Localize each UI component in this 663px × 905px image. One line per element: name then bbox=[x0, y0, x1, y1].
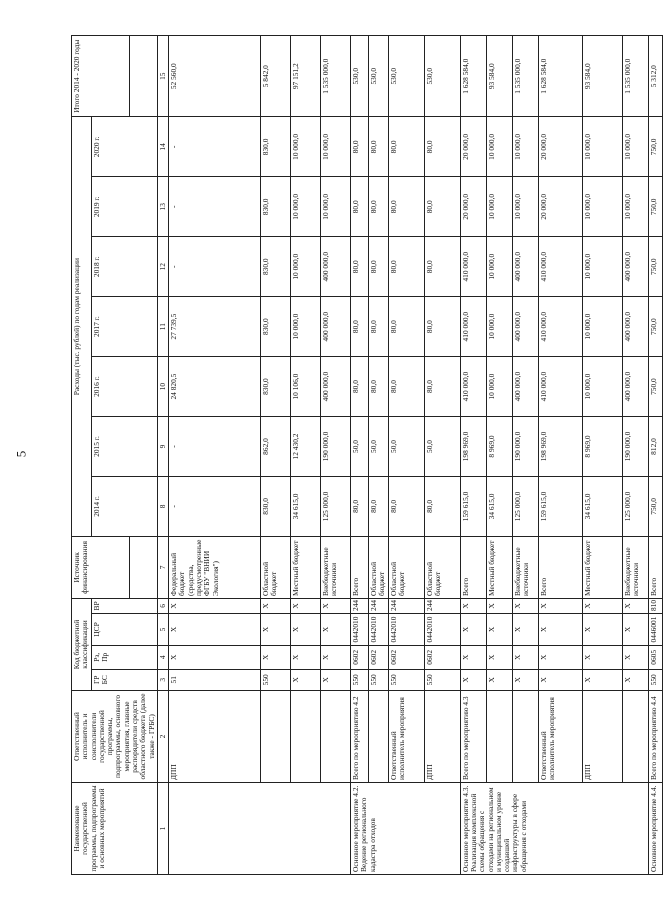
header-year-2016: 2016 г. bbox=[91, 357, 157, 417]
rzpr-cell: Х bbox=[261, 646, 291, 670]
year-value-cell: 80,0 bbox=[388, 357, 424, 417]
year-value-cell: 10 000,0 bbox=[486, 357, 512, 417]
table-row bbox=[291, 36, 321, 875]
grbs-cell: 550 bbox=[648, 669, 662, 690]
year-value-cell: 410 000,0 bbox=[538, 237, 582, 297]
source-cell: Внебюджетные источники bbox=[622, 536, 648, 598]
table-row bbox=[424, 36, 460, 875]
csr-cell: Х bbox=[486, 613, 512, 645]
csr-cell: 0442010 bbox=[351, 613, 369, 645]
total-value-cell: 530,0 bbox=[351, 36, 369, 117]
year-value-cell: 10 000,0 bbox=[291, 117, 321, 177]
grbs-cell: 51 bbox=[169, 669, 261, 690]
source-cell: Областной бюджет bbox=[369, 536, 389, 598]
year-value-cell: 830,0 bbox=[261, 357, 291, 417]
year-value-cell: 190 000,0 bbox=[512, 417, 538, 477]
vr-cell: Х bbox=[291, 598, 321, 613]
year-value-cell: - bbox=[169, 417, 261, 477]
year-value-cell: 410 000,0 bbox=[538, 297, 582, 357]
year-value-cell: - bbox=[169, 117, 261, 177]
grbs-cell: 550 bbox=[388, 669, 424, 690]
year-value-cell: 80,0 bbox=[424, 476, 460, 536]
column-number: 12 bbox=[157, 237, 168, 297]
column-number: 7 bbox=[157, 536, 168, 598]
source-cell: Местный бюджет bbox=[486, 536, 512, 598]
year-value-cell: 400 000,0 bbox=[512, 357, 538, 417]
vr-cell: 244 bbox=[424, 598, 460, 613]
column-number-row bbox=[157, 36, 168, 875]
vr-cell: Х bbox=[321, 598, 351, 613]
year-value-cell: 830,0 bbox=[261, 237, 291, 297]
total-value-cell: 93 584,0 bbox=[486, 36, 512, 117]
year-value-cell: - bbox=[169, 177, 261, 237]
year-value-cell: 400 000,0 bbox=[321, 297, 351, 357]
program-name-cell: Основное мероприятие 4.4. bbox=[648, 782, 662, 874]
table-row bbox=[648, 36, 662, 875]
year-value-cell: 750,0 bbox=[648, 476, 662, 536]
year-value-cell: 159 615,0 bbox=[538, 476, 582, 536]
csr-cell: 0442010 bbox=[369, 613, 389, 645]
rzpr-cell: Х bbox=[169, 646, 261, 670]
source-cell: Всего bbox=[648, 536, 662, 598]
header-year-2017: 2017 г. bbox=[91, 297, 157, 357]
rzpr-cell: 0602 bbox=[369, 646, 389, 670]
year-value-cell: 812,0 bbox=[648, 417, 662, 477]
year-value-cell: 10 000,0 bbox=[291, 177, 321, 237]
table-row bbox=[388, 36, 424, 875]
total-value-cell: 1 535 000,0 bbox=[512, 36, 538, 117]
table-row bbox=[460, 36, 486, 875]
vr-cell: Х bbox=[169, 598, 261, 613]
year-value-cell: 830,0 bbox=[261, 177, 291, 237]
year-value-cell: 80,0 bbox=[351, 177, 369, 237]
year-value-cell: 80,0 bbox=[424, 177, 460, 237]
total-value-cell: 5 842,0 bbox=[261, 36, 291, 117]
year-value-cell: 20 000,0 bbox=[538, 117, 582, 177]
table-row bbox=[261, 36, 291, 875]
executor-cell bbox=[291, 690, 321, 782]
table-row bbox=[351, 36, 369, 875]
header-total: Итого 2014 - 2020 годы bbox=[72, 36, 130, 117]
header-vr: ВР bbox=[91, 598, 157, 613]
header-year-2020: 2020 г. bbox=[91, 117, 157, 177]
table-row bbox=[538, 36, 582, 875]
source-cell: Местный бюджет bbox=[582, 536, 622, 598]
executor-cell: Ответственный исполнитель мероприятия bbox=[388, 690, 424, 782]
grbs-cell: Х bbox=[538, 669, 582, 690]
source-cell: Всего bbox=[460, 536, 486, 598]
vr-cell: Х bbox=[622, 598, 648, 613]
year-value-cell: - bbox=[169, 476, 261, 536]
csr-cell: 0446001 bbox=[648, 613, 662, 645]
column-number: 2 bbox=[157, 690, 168, 782]
vr-cell: Х bbox=[538, 598, 582, 613]
executor-cell bbox=[512, 690, 538, 782]
grbs-cell: Х bbox=[486, 669, 512, 690]
year-value-cell: 34 615,0 bbox=[582, 476, 622, 536]
csr-cell: Х bbox=[512, 613, 538, 645]
year-value-cell: 20 000,0 bbox=[460, 117, 486, 177]
rotated-table-container bbox=[71, 35, 658, 875]
executor-cell: ДПП bbox=[582, 690, 622, 782]
program-name-cell: Основное мероприятие 4.3. Реализация комплексной схемы обращения с отходами на региональном и муниципальном уровне создавшей инфраструктуры в сфере обращения с отходами bbox=[460, 782, 648, 874]
executor-cell: ДПП bbox=[424, 690, 460, 782]
rzpr-cell: 0602 bbox=[388, 646, 424, 670]
year-value-cell: 80,0 bbox=[369, 177, 389, 237]
executor-cell bbox=[369, 690, 389, 782]
table-row bbox=[486, 36, 512, 875]
header-csr: ЦСР bbox=[91, 613, 157, 645]
year-value-cell: 410 000,0 bbox=[460, 297, 486, 357]
year-value-cell: 750,0 bbox=[648, 177, 662, 237]
grbs-cell: 550 bbox=[424, 669, 460, 690]
year-value-cell: 10 000,0 bbox=[512, 177, 538, 237]
year-value-cell: 10 000,0 bbox=[291, 237, 321, 297]
column-number: 5 bbox=[157, 613, 168, 645]
vr-cell: Х bbox=[261, 598, 291, 613]
program-name-cell: Основное мероприятие 4.2. Ведение регионального кадастра отходов bbox=[351, 782, 461, 874]
total-value-cell: 93 584,0 bbox=[582, 36, 622, 117]
year-value-cell: 750,0 bbox=[648, 117, 662, 177]
year-value-cell: 80,0 bbox=[351, 357, 369, 417]
year-value-cell: 125 000,0 bbox=[512, 476, 538, 536]
year-value-cell: 80,0 bbox=[351, 476, 369, 536]
total-value-cell: 52 560,0 bbox=[169, 36, 261, 117]
column-number: 6 bbox=[157, 598, 168, 613]
column-number: 1 bbox=[157, 782, 168, 874]
column-number: 11 bbox=[157, 297, 168, 357]
table-body bbox=[72, 36, 663, 875]
vr-cell: 244 bbox=[351, 598, 369, 613]
year-value-cell: 34 615,0 bbox=[291, 476, 321, 536]
executor-cell: ДПП bbox=[169, 690, 261, 782]
year-value-cell: 80,0 bbox=[388, 476, 424, 536]
grbs-cell: Х bbox=[582, 669, 622, 690]
year-value-cell: 80,0 bbox=[369, 297, 389, 357]
vr-cell: 244 bbox=[369, 598, 389, 613]
header-budget-code: Код бюджетной классификации bbox=[72, 598, 92, 690]
total-value-cell: 1 535 000,0 bbox=[321, 36, 351, 117]
year-value-cell: 10 000,0 bbox=[582, 237, 622, 297]
year-value-cell: 400 000,0 bbox=[321, 357, 351, 417]
year-value-cell: 80,0 bbox=[424, 297, 460, 357]
year-value-cell: 24 820,5 bbox=[169, 357, 261, 417]
csr-cell: Х bbox=[169, 613, 261, 645]
csr-cell: Х bbox=[460, 613, 486, 645]
source-cell: Всего bbox=[538, 536, 582, 598]
column-number: 13 bbox=[157, 177, 168, 237]
executor-cell bbox=[622, 690, 648, 782]
column-number: 14 bbox=[157, 117, 168, 177]
source-cell: Областной бюджет bbox=[261, 536, 291, 598]
table-row bbox=[622, 36, 648, 875]
executor-cell bbox=[261, 690, 291, 782]
vr-cell: Х bbox=[460, 598, 486, 613]
total-value-cell: 5 312,0 bbox=[648, 36, 662, 117]
column-number: 8 bbox=[157, 476, 168, 536]
year-value-cell: 12 430,2 bbox=[291, 417, 321, 477]
executor-cell: Ответственный исполнитель мероприятия bbox=[538, 690, 582, 782]
year-value-cell: 50,0 bbox=[351, 417, 369, 477]
year-value-cell: 830,0 bbox=[261, 117, 291, 177]
year-value-cell: 8 969,0 bbox=[486, 417, 512, 477]
column-number: 4 bbox=[157, 646, 168, 670]
year-value-cell: 10 000,0 bbox=[582, 297, 622, 357]
total-value-cell: 530,0 bbox=[424, 36, 460, 117]
year-value-cell: 750,0 bbox=[648, 237, 662, 297]
csr-cell: 0442010 bbox=[388, 613, 424, 645]
year-value-cell: 80,0 bbox=[424, 117, 460, 177]
year-value-cell: 125 000,0 bbox=[321, 476, 351, 536]
source-cell: Местный бюджет bbox=[291, 536, 321, 598]
year-value-cell: 10 000,0 bbox=[486, 177, 512, 237]
page-number: 5 bbox=[13, 450, 29, 458]
csr-cell: Х bbox=[582, 613, 622, 645]
total-value-cell: 530,0 bbox=[388, 36, 424, 117]
year-value-cell: 190 000,0 bbox=[622, 417, 648, 477]
year-value-cell: 10 000,0 bbox=[622, 117, 648, 177]
year-value-cell: 10 106,0 bbox=[291, 357, 321, 417]
year-value-cell: 80,0 bbox=[388, 237, 424, 297]
year-value-cell: 410 000,0 bbox=[460, 357, 486, 417]
column-number: 10 bbox=[157, 357, 168, 417]
year-value-cell: 10 000,0 bbox=[321, 117, 351, 177]
csr-cell: Х bbox=[538, 613, 582, 645]
year-value-cell: 80,0 bbox=[388, 117, 424, 177]
year-value-cell: 10 000,0 bbox=[486, 297, 512, 357]
vr-cell: Х bbox=[512, 598, 538, 613]
source-cell: Федеральный бюджет (средства, предусмотренные ФГБУ "ВНИИ Экология") bbox=[169, 536, 261, 598]
vr-cell: Х bbox=[582, 598, 622, 613]
year-value-cell: 750,0 bbox=[648, 357, 662, 417]
column-number: 3 bbox=[157, 669, 168, 690]
year-value-cell: 10 000,0 bbox=[622, 177, 648, 237]
year-value-cell: 80,0 bbox=[369, 476, 389, 536]
year-value-cell: 10 000,0 bbox=[512, 117, 538, 177]
rzpr-cell: Х bbox=[512, 646, 538, 670]
year-value-cell: 10 000,0 bbox=[291, 297, 321, 357]
year-value-cell: - bbox=[169, 237, 261, 297]
header-year-2015: 2015 г. bbox=[91, 417, 157, 477]
total-value-cell: 530,0 bbox=[369, 36, 389, 117]
table-row bbox=[169, 36, 261, 875]
total-value-cell: 1 535 000,0 bbox=[622, 36, 648, 117]
source-cell: Всего bbox=[351, 536, 369, 598]
header-name: Наименование государственной программы, подпрограммы и основных мероприятий bbox=[72, 782, 158, 874]
year-value-cell: 400 000,0 bbox=[512, 237, 538, 297]
year-value-cell: 750,0 bbox=[648, 297, 662, 357]
budget-table bbox=[71, 35, 663, 875]
year-value-cell: 830,0 bbox=[261, 297, 291, 357]
header-rzpr: Рз, Пр bbox=[91, 646, 157, 670]
source-cell: Внебюджетные источники bbox=[321, 536, 351, 598]
vr-cell: 244 bbox=[388, 598, 424, 613]
year-value-cell: 80,0 bbox=[388, 177, 424, 237]
year-value-cell: 400 000,0 bbox=[512, 297, 538, 357]
source-cell: Областной бюджет bbox=[388, 536, 424, 598]
year-value-cell: 198 969,0 bbox=[460, 417, 486, 477]
year-value-cell: 198 969,0 bbox=[538, 417, 582, 477]
table-row bbox=[321, 36, 351, 875]
year-value-cell: 10 000,0 bbox=[582, 177, 622, 237]
table-row bbox=[369, 36, 389, 875]
year-value-cell: 20 000,0 bbox=[460, 177, 486, 237]
executor-cell bbox=[321, 690, 351, 782]
rzpr-cell: 0602 bbox=[424, 646, 460, 670]
rzpr-cell: Х bbox=[622, 646, 648, 670]
executor-cell: Всего по мероприятию 4.2 bbox=[351, 690, 369, 782]
total-value-cell: 1 628 584,0 bbox=[538, 36, 582, 117]
year-value-cell: 80,0 bbox=[351, 297, 369, 357]
vr-cell: Х bbox=[486, 598, 512, 613]
year-value-cell: 80,0 bbox=[424, 357, 460, 417]
year-value-cell: 50,0 bbox=[369, 417, 389, 477]
rzpr-cell: Х bbox=[582, 646, 622, 670]
grbs-cell: Х bbox=[321, 669, 351, 690]
year-value-cell: 830,0 bbox=[261, 476, 291, 536]
grbs-cell: 550 bbox=[369, 669, 389, 690]
header-executor: Ответственный исполнитель и соисполнители государственной программы, подпрограммы, основного мероприятия, главные распорядители средств областного бюджета (далее также - ГРБС) bbox=[72, 690, 158, 782]
year-value-cell: 20 000,0 bbox=[538, 177, 582, 237]
vr-cell: 810 bbox=[648, 598, 662, 613]
year-value-cell: 80,0 bbox=[424, 237, 460, 297]
year-value-cell: 10 000,0 bbox=[321, 177, 351, 237]
year-value-cell: 400 000,0 bbox=[622, 357, 648, 417]
grbs-cell: Х bbox=[460, 669, 486, 690]
year-value-cell: 10 000,0 bbox=[582, 117, 622, 177]
year-value-cell: 159 615,0 bbox=[460, 476, 486, 536]
rzpr-cell: Х bbox=[460, 646, 486, 670]
header-grbs: ГР БС bbox=[91, 669, 157, 690]
year-value-cell: 80,0 bbox=[369, 357, 389, 417]
csr-cell: Х bbox=[261, 613, 291, 645]
grbs-cell: 550 bbox=[261, 669, 291, 690]
rzpr-cell: Х bbox=[538, 646, 582, 670]
rzpr-cell: Х bbox=[291, 646, 321, 670]
year-value-cell: 125 000,0 bbox=[622, 476, 648, 536]
year-value-cell: 190 000,0 bbox=[321, 417, 351, 477]
total-value-cell: 1 628 584,0 bbox=[460, 36, 486, 117]
year-value-cell: 400 000,0 bbox=[622, 237, 648, 297]
executor-cell: Всего по мероприятию 4.3 bbox=[460, 690, 486, 782]
rzpr-cell: Х bbox=[321, 646, 351, 670]
year-value-cell: 8 969,0 bbox=[582, 417, 622, 477]
year-value-cell: 862,0 bbox=[261, 417, 291, 477]
year-value-cell: 80,0 bbox=[369, 117, 389, 177]
rzpr-cell: Х bbox=[486, 646, 512, 670]
rzpr-cell: 0602 bbox=[351, 646, 369, 670]
year-value-cell: 27 739,5 bbox=[169, 297, 261, 357]
source-cell: Областной бюджет bbox=[424, 536, 460, 598]
year-value-cell: 50,0 bbox=[424, 417, 460, 477]
source-cell: Внебюджетные источники bbox=[512, 536, 538, 598]
year-value-cell: 400 000,0 bbox=[321, 237, 351, 297]
grbs-cell: Х bbox=[622, 669, 648, 690]
grbs-cell: Х bbox=[512, 669, 538, 690]
header-year-2014: 2014 г. bbox=[91, 476, 157, 536]
year-value-cell: 10 000,0 bbox=[486, 117, 512, 177]
year-value-cell: 10 000,0 bbox=[582, 357, 622, 417]
column-number: 15 bbox=[157, 36, 168, 117]
csr-cell: Х bbox=[291, 613, 321, 645]
header-year-2019: 2019 г. bbox=[91, 177, 157, 237]
header-source: Источник финансирования bbox=[72, 536, 130, 598]
year-value-cell: 10 000,0 bbox=[486, 237, 512, 297]
csr-cell: Х bbox=[321, 613, 351, 645]
table-row bbox=[582, 36, 622, 875]
grbs-cell: Х bbox=[291, 669, 321, 690]
rzpr-cell: 0605 bbox=[648, 646, 662, 670]
csr-cell: 0442010 bbox=[424, 613, 460, 645]
executor-cell: Всего по мероприятию 4.4 bbox=[648, 690, 662, 782]
program-name-cell bbox=[169, 782, 351, 874]
year-value-cell: 410 000,0 bbox=[538, 357, 582, 417]
grbs-cell: 550 bbox=[351, 669, 369, 690]
executor-cell bbox=[486, 690, 512, 782]
year-value-cell: 50,0 bbox=[388, 417, 424, 477]
year-value-cell: 80,0 bbox=[351, 117, 369, 177]
header-expenses: Расходы (тыс. рублей) по годам реализации bbox=[72, 117, 92, 536]
year-value-cell: 34 615,0 bbox=[486, 476, 512, 536]
total-value-cell: 97 151,2 bbox=[291, 36, 321, 117]
year-value-cell: 410 000,0 bbox=[460, 237, 486, 297]
year-value-cell: 80,0 bbox=[388, 297, 424, 357]
column-number: 9 bbox=[157, 417, 168, 477]
year-value-cell: 80,0 bbox=[369, 237, 389, 297]
header-year-2018: 2018 г. bbox=[91, 237, 157, 297]
table-row bbox=[512, 36, 538, 875]
year-value-cell: 80,0 bbox=[351, 237, 369, 297]
year-value-cell: 400 000,0 bbox=[622, 297, 648, 357]
csr-cell: Х bbox=[622, 613, 648, 645]
